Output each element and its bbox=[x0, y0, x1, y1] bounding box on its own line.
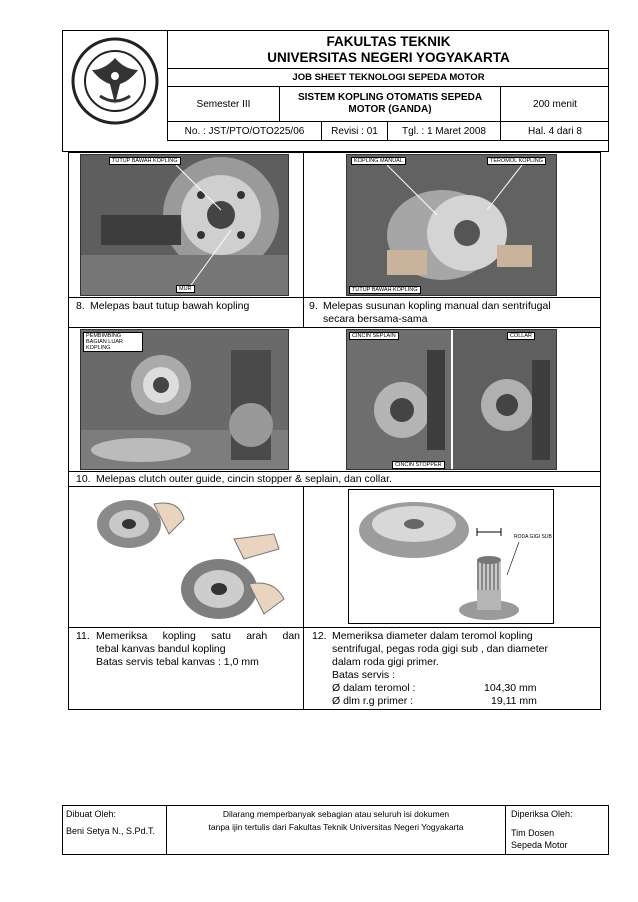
footer-vline-2 bbox=[505, 805, 506, 855]
photo-label: CINCIN STOPPER bbox=[392, 461, 445, 469]
step-number: 12. bbox=[312, 630, 327, 642]
checked-by-name-2: Sepeda Motor bbox=[511, 840, 568, 850]
step-text: sentrifugal, pegas roda gigi sub , dan diameter bbox=[332, 643, 548, 655]
copyright-notice-2: tanpa ijin tertulis dari Fakultas Teknik Universitas Negeri Yogyakarta bbox=[208, 822, 464, 832]
step-number: 10. bbox=[76, 473, 91, 485]
made-by-name: Beni Setya N., S.Pd.T. bbox=[66, 826, 156, 836]
photo-label: TEROMOL KOPLING bbox=[487, 157, 546, 165]
photo-step-10-right bbox=[346, 329, 557, 470]
photo-label: KOPLING MANUAL bbox=[351, 157, 406, 165]
made-by-label: Dibuat Oleh: bbox=[66, 809, 117, 819]
photo-step-11 bbox=[84, 489, 296, 624]
grid-h-4 bbox=[68, 486, 601, 487]
faculty-title: FAKULTAS TEKNIK bbox=[326, 33, 451, 49]
step-text: Melepas clutch outer guide, cincin stopper & seplain, dan collar. bbox=[96, 473, 392, 485]
checked-by-label: Diperiksa Oleh: bbox=[511, 809, 573, 819]
photo-step-10-left bbox=[80, 329, 289, 470]
photo-label: PEMBIMBING BAGIAN LUAR KOPLING bbox=[83, 332, 143, 352]
grid-h-3 bbox=[68, 471, 601, 472]
step-text: secara bersama-sama bbox=[323, 313, 428, 325]
revision: Revisi : 01 bbox=[331, 125, 378, 137]
spec-label: Ø dalam teromol : bbox=[332, 682, 416, 694]
header-vline-1 bbox=[279, 86, 280, 122]
step-10-caption bbox=[76, 473, 596, 486]
photo-label: TUTUP BAWAH KOPLING bbox=[349, 286, 421, 294]
header-rule-4 bbox=[167, 140, 609, 141]
photo-step-12 bbox=[348, 489, 554, 624]
grid-h-1 bbox=[68, 297, 601, 298]
subject-cell: SISTEM KOPLING OTOMATIS SEPEDA MOTOR (GANDA) bbox=[297, 92, 483, 115]
step-number: 8. bbox=[76, 300, 85, 312]
photo-label: MUR bbox=[176, 285, 195, 293]
grid-h-5 bbox=[68, 627, 601, 628]
step-text: Melepas baut tutup bawah kopling bbox=[90, 300, 250, 312]
job-sheet-title: JOB SHEET TEKNOLOGI SEPEDA MOTOR bbox=[292, 71, 485, 83]
photo-label: RODA GIGI SUB bbox=[514, 534, 552, 540]
step-text: tebal kanvas bandul kopling bbox=[96, 643, 226, 655]
spec-value: 104,30 mm bbox=[484, 682, 537, 694]
university-logo bbox=[70, 36, 160, 126]
grid-h-2 bbox=[68, 327, 601, 328]
photo-step-9 bbox=[346, 154, 557, 296]
step-number: 9. bbox=[309, 300, 318, 312]
step-text: dalam roda gigi primer. bbox=[332, 656, 439, 668]
grid-v-bottom bbox=[303, 486, 304, 710]
photo-step-8 bbox=[80, 154, 289, 296]
step-text: Melepas susunan kopling manual dan sentrifugal bbox=[323, 300, 551, 312]
doc-number: No. : JST/PTO/OTO225/06 bbox=[184, 125, 305, 137]
step-9-caption bbox=[309, 300, 599, 326]
duration-cell: 200 menit bbox=[533, 98, 577, 110]
step-8-caption bbox=[76, 300, 300, 313]
semester-cell: Semester III bbox=[196, 98, 251, 110]
university-title: UNIVERSITAS NEGERI YOGYAKARTA bbox=[267, 49, 510, 65]
copyright-notice-1: Dilarang memperbanyak sebagian atau seluruh isi dokumen bbox=[222, 809, 450, 819]
step-12-caption bbox=[312, 630, 597, 708]
doc-date: Tgl. : 1 Maret 2008 bbox=[402, 125, 486, 137]
checked-by-name-1: Tim Dosen bbox=[511, 828, 555, 838]
step-text: Batas servis tebal kanvas : 1,0 mm bbox=[96, 656, 259, 668]
step-number: 11. bbox=[76, 630, 90, 642]
photo-label: CINCIN SEPLAIN bbox=[349, 332, 399, 340]
step-text: Memeriksa diameter dalam teromol kopling bbox=[332, 630, 533, 642]
step-11-caption bbox=[76, 630, 300, 669]
photo-label: COLLAR bbox=[507, 332, 535, 340]
spec-value: 19,11 mm bbox=[491, 695, 537, 707]
step-text: Batas servis : bbox=[332, 669, 396, 681]
grid-v-top bbox=[303, 152, 304, 328]
photo-label: TUTUP BAWAH KOPLING bbox=[109, 157, 181, 165]
page-number: Hal. 4 dari 8 bbox=[528, 125, 582, 137]
step-text: Memeriksa kopling satu arah dan bbox=[96, 630, 300, 642]
spec-label: Ø dlm r.g primer : bbox=[332, 695, 414, 707]
